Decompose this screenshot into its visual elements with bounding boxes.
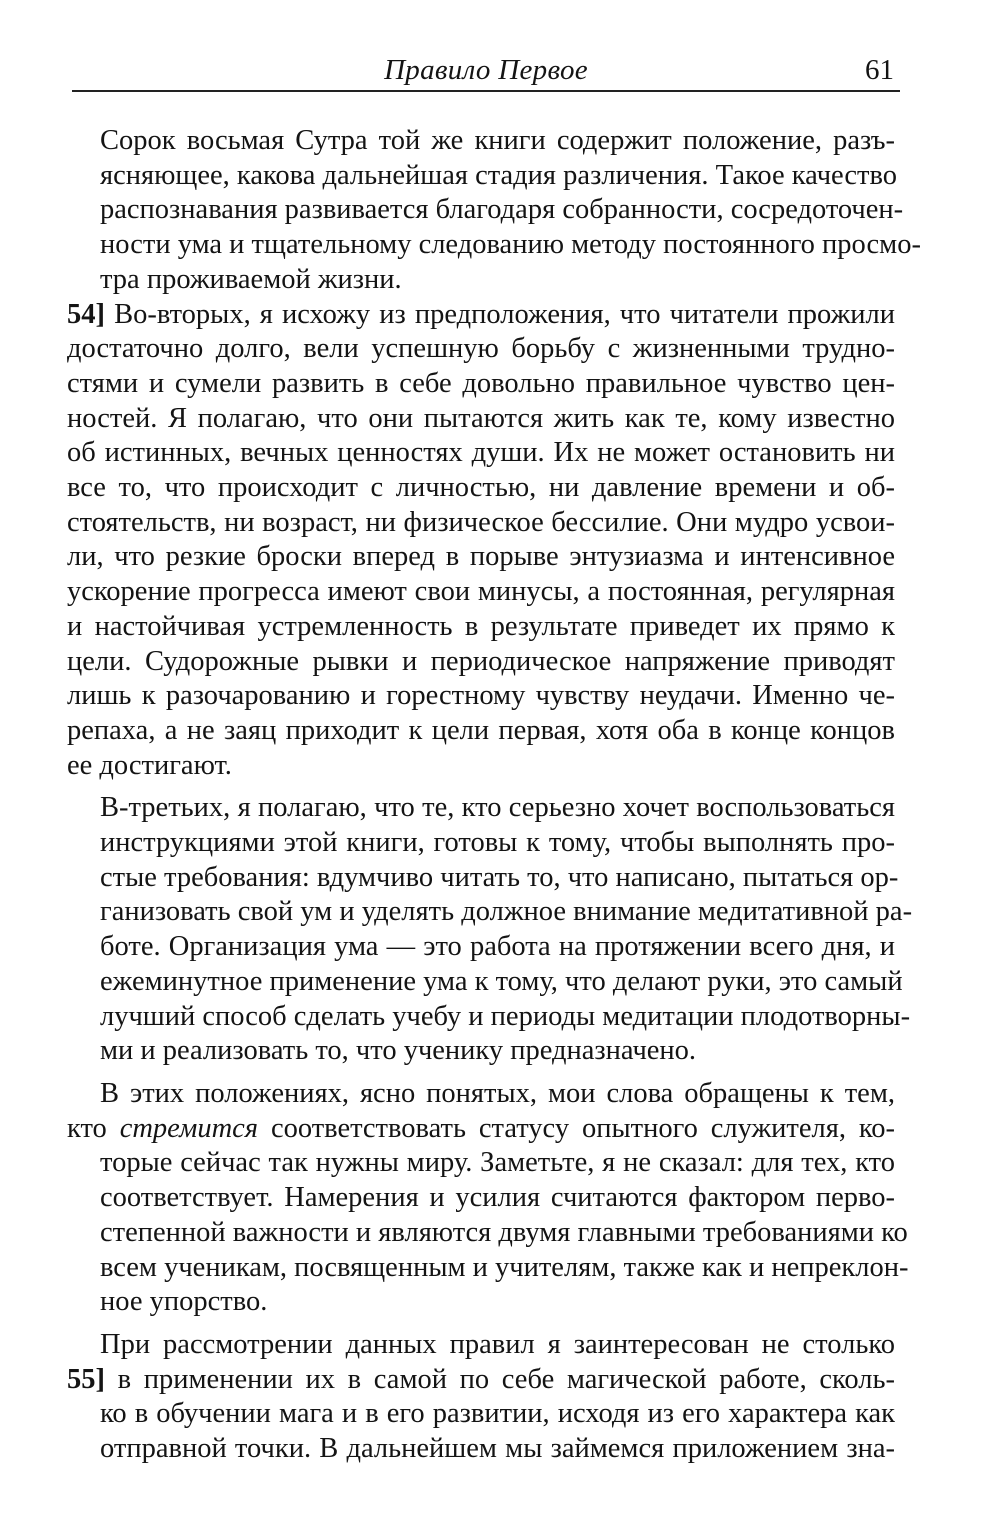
text-line: тра проживаемой жизни. bbox=[100, 263, 402, 295]
page-header bbox=[72, 50, 900, 92]
text-line: об истинных, вечных ценностях души. Их не может остановить ни bbox=[67, 437, 895, 469]
text-line: ускорение прогресса имеют свои минусы, а постоянная, регулярная bbox=[67, 576, 895, 608]
text-line: ми и реализовать то, что ученику предназначено. bbox=[100, 1035, 697, 1067]
text-line: ли, что резкие броски вперед в порыве энтузиазма и интенсивное bbox=[67, 541, 895, 573]
page-marker-54: 54] bbox=[67, 298, 105, 330]
text-line: репаха, а не заяц приходит к цели первая, хотя оба в конце концов bbox=[67, 714, 895, 746]
paragraph-5 bbox=[67, 1328, 895, 1467]
text-line: ясняющее, какова дальнейшая стадия различения. Такое качество bbox=[100, 159, 897, 191]
text-line: и настойчивая устремленность в результате приведет их прямо к bbox=[67, 610, 895, 642]
text-line bbox=[67, 298, 895, 333]
text-line: При рассмотрении данных правил я заинтересован не столько bbox=[100, 1328, 895, 1360]
text-line: стоятельств, ни возраст, ни физическое бессилие. Они мудро усвои- bbox=[67, 506, 895, 538]
text-line: всем ученикам, посвященным и учителям, также как и непреклон- bbox=[100, 1251, 909, 1283]
text-fragment: кто bbox=[67, 1112, 120, 1144]
text-line: торые сейчас так нужны миру. Заметьте, я не сказал: для тех, кто bbox=[100, 1147, 895, 1179]
text-line: боте. Организация ума — это работа на протяжении всего дня, и bbox=[100, 931, 895, 963]
text-line: цели. Судорожные рывки и периодическое напряжение приводят bbox=[67, 645, 895, 677]
text-line: достаточно долго, вели успешную борьбу с жизненными трудно- bbox=[67, 333, 895, 365]
paragraph-1 bbox=[67, 124, 921, 298]
text-line: ганизовать свой ум и уделять должное внимание медитативной ра- bbox=[100, 896, 913, 928]
text-line: ежеминутное применение ума к тому, что делают руки, это самый bbox=[100, 965, 903, 997]
text-line bbox=[67, 1112, 895, 1147]
paragraph-3 bbox=[67, 791, 913, 1069]
body-text bbox=[67, 124, 921, 1467]
text-line: лучший способ сделать учебу и периоды медитации плодотворны- bbox=[100, 1000, 911, 1032]
text-line: стями и сумели развить в себе довольно правильное чувство цен- bbox=[67, 367, 895, 399]
text-line: В-третьих, я полагаю, что те, кто серьезно хочет воспользоваться bbox=[100, 792, 895, 824]
page-number: 61 bbox=[865, 54, 894, 86]
text-line: ко в обучении мага и в его развитии, исходя из его характера как bbox=[100, 1398, 895, 1430]
text-line: Сорок восьмая Сутра той же книги содержит положение, разъ- bbox=[100, 125, 895, 156]
text-line: все то, что происходит с личностью, ни давление времени и об- bbox=[67, 472, 895, 504]
text-line: ное упорство. bbox=[100, 1286, 268, 1318]
text-line: отправной точки. В дальнейшем мы займемся приложением зна- bbox=[100, 1433, 895, 1465]
paragraph-4 bbox=[67, 1077, 909, 1320]
text-line: соответствует. Намерения и усилия считаются фактором перво- bbox=[100, 1182, 895, 1214]
text-line: ности ума и тщательному следованию методу постоянного просмо- bbox=[100, 229, 921, 261]
text-line bbox=[67, 1363, 895, 1398]
text-line: ностей. Я полагаю, что они пытаются жить как те, кому известно bbox=[67, 402, 895, 434]
text-fragment: Во-вторых, я исхожу из предположения, что читатели прожили bbox=[105, 298, 895, 330]
paragraph-2 bbox=[67, 298, 895, 784]
text-line: лишь к разочарованию и горестному чувству неудачи. Именно че- bbox=[67, 680, 895, 712]
text-line: В этих положениях, ясно понятых, мои слова обращены к тем, bbox=[100, 1077, 895, 1109]
text-line: стые требования: вдумчиво читать то, что написано, пытаться ор- bbox=[100, 861, 899, 893]
text-fragment: соответствовать статусу опытного служителя, ко- bbox=[258, 1112, 895, 1144]
page-marker-55: 55] bbox=[67, 1363, 105, 1395]
text-fragment: в применении их в самой по себе магической работе, сколь- bbox=[105, 1363, 895, 1395]
text-line: инструкциями этой книги, готовы к тому, чтобы выполнять про- bbox=[100, 827, 895, 859]
text-line: степенной важности и являются двумя главными требованиями ко bbox=[100, 1216, 908, 1248]
emphasis-text: стремится bbox=[119, 1112, 259, 1144]
text-line: распознавания развивается благодаря собранности, сосредоточен- bbox=[100, 194, 904, 226]
text-line: ее достигают. bbox=[67, 749, 232, 781]
running-title: Правило Первое bbox=[384, 54, 588, 86]
